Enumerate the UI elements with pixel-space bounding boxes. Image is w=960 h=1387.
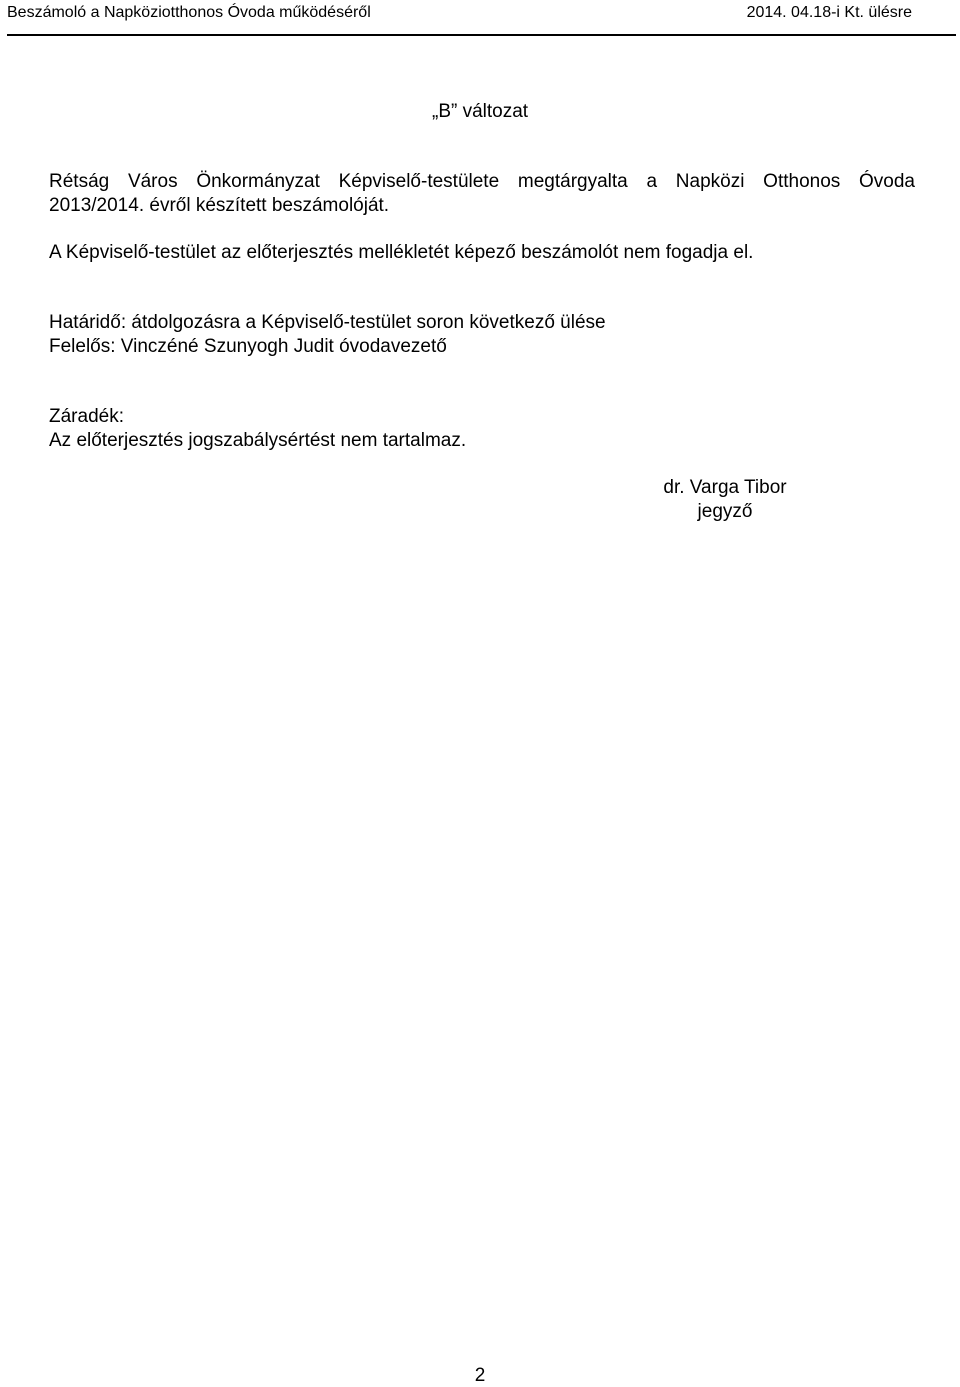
clause-text: Az előterjesztés jogszabálysértést nem tartalmaz.: [49, 430, 467, 451]
signature-block: [600, 476, 850, 524]
page-number: 2: [474, 1365, 486, 1386]
variant-title: „B” változat: [432, 101, 529, 122]
clause-label: Záradék:: [49, 406, 124, 427]
page-header: [7, 0, 956, 36]
resolution-line-1: Rétság Város Önkormányzat Képviselő-testülete megtárgyalta a Napközi Otthonos Óvoda: [49, 171, 915, 192]
responsible-line: Felelős: Vinczéné Szunyogh Judit óvodavezető: [49, 336, 447, 357]
resolution-paragraph: [49, 170, 915, 218]
clause-block: [49, 405, 466, 453]
decision-paragraph: A Képviselő-testület az előterjesztés mellékletét képező beszámolót nem fogadja el.: [49, 242, 754, 263]
deadline-block: [49, 311, 606, 359]
header-title: Beszámoló a Napköziotthonos Óvoda működéséről: [7, 4, 371, 21]
header-meeting-date: 2014. 04.18-i Kt. ülésre: [746, 4, 912, 21]
resolution-line-2: 2013/2014. évről készített beszámolóját.: [49, 195, 390, 216]
signature-title: jegyző: [697, 501, 753, 522]
deadline-line: Határidő: átdolgozásra a Képviselő-testület soron következő ülése: [49, 312, 606, 333]
signature-name: dr. Varga Tibor: [663, 477, 787, 498]
